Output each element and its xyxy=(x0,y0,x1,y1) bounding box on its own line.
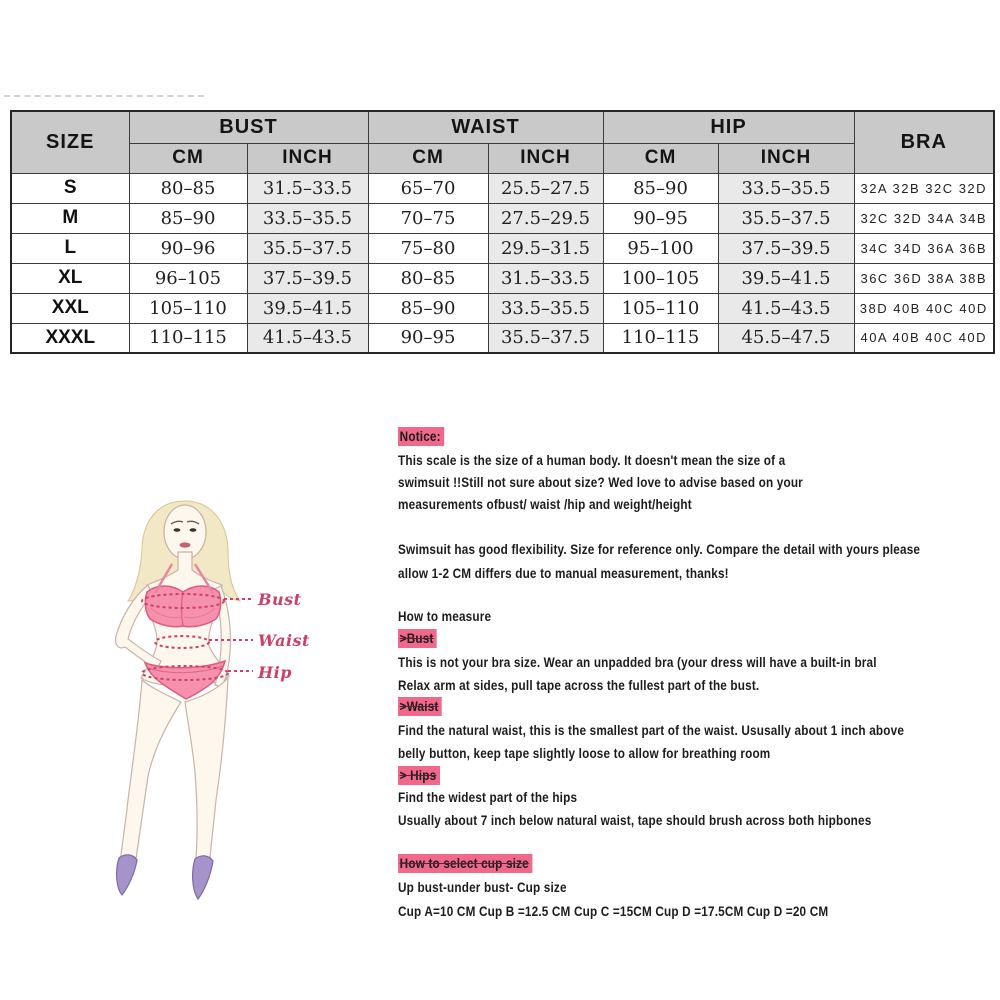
shoe-right xyxy=(193,856,213,899)
hips-section-heading: > Hips xyxy=(398,767,440,784)
cell-hip-cm: 105–110 xyxy=(603,293,718,323)
bust-section-line: Relax arm at sides, pull tape across the fullest part of the bust. xyxy=(398,677,760,693)
cell-size: L xyxy=(11,233,129,263)
head xyxy=(164,505,206,559)
header-size: SIZE xyxy=(11,111,129,173)
cup-size-heading: How to select cup size xyxy=(398,855,532,872)
leg-right xyxy=(185,678,228,858)
size-chart-table xyxy=(10,110,995,354)
leg-left xyxy=(121,680,181,859)
header-hip: HIP xyxy=(603,111,854,143)
cell-waist-inch: 25.5–27.5 xyxy=(488,173,603,203)
table-row-xxxl xyxy=(11,323,994,353)
cell-bra: 40A 40B 40C 40D xyxy=(854,323,994,353)
measurement-figure-illustration xyxy=(95,498,415,910)
hip-label: Hip xyxy=(258,663,292,682)
lips xyxy=(180,542,191,547)
dashed-divider xyxy=(4,95,204,97)
cell-bra: 34C 34D 36A 36B xyxy=(854,233,994,263)
flexibility-line: allow 1-2 CM differs due to manual measurement, thanks! xyxy=(398,565,729,581)
shoe-left xyxy=(117,855,137,895)
flexibility-line: Swimsuit has good flexibility. Size for reference only. Compare the detail with yours please xyxy=(398,541,921,557)
header-waist-inch: INCH xyxy=(488,143,603,173)
cell-hip-cm: 90–95 xyxy=(603,203,718,233)
notice-line: swimsuit !!Still not sure about size? Wed love to advise based on your xyxy=(398,474,803,490)
cell-waist-cm: 85–90 xyxy=(368,293,488,323)
waist-section-line: Find the natural waist, this is the smallest part of the waist. Ususally about 1 inch above xyxy=(398,722,905,738)
header-waist: WAIST xyxy=(368,111,603,143)
table-row-s xyxy=(11,173,994,203)
cell-bust-inch: 41.5–43.5 xyxy=(247,323,368,353)
cell-bust-cm: 96–105 xyxy=(129,263,247,293)
size-notes-column xyxy=(398,425,999,925)
cell-bra: 32A 32B 32C 32D xyxy=(854,173,994,203)
eye-left xyxy=(174,528,181,532)
hips-section-line: Usually about 7 inch below natural waist, tape should brush across both hipbones xyxy=(398,812,872,828)
cell-waist-cm: 70–75 xyxy=(368,203,488,233)
bust-section-line: This is not your bra size. Wear an unpadded bra (your dress will have a built-in bral xyxy=(398,654,877,670)
bust-section-heading: >Bust xyxy=(398,630,437,647)
how-to-measure-heading: How to measure xyxy=(398,608,492,624)
cell-waist-cm: 65–70 xyxy=(368,173,488,203)
cell-waist-cm: 90–95 xyxy=(368,323,488,353)
header-hip-inch: INCH xyxy=(718,143,854,173)
cup-size-line: Cup A=10 CM Cup B =12.5 CM Cup C =15CM Cup D =17.5CM Cup D =20 CM xyxy=(398,903,829,919)
cell-hip-inch: 39.5–41.5 xyxy=(718,263,854,293)
cell-size: S xyxy=(11,173,129,203)
cell-bust-cm: 110–115 xyxy=(129,323,247,353)
cell-hip-inch: 41.5–43.5 xyxy=(718,293,854,323)
cell-size: XXXL xyxy=(11,323,129,353)
cell-bust-cm: 90–96 xyxy=(129,233,247,263)
header-waist-cm: CM xyxy=(368,143,488,173)
cell-hip-cm: 110–115 xyxy=(603,323,718,353)
bust-label: Bust xyxy=(258,590,302,609)
cell-bust-cm: 85–90 xyxy=(129,203,247,233)
cell-waist-inch: 35.5–37.5 xyxy=(488,323,603,353)
table-row-l xyxy=(11,233,994,263)
cell-waist-inch: 27.5–29.5 xyxy=(488,203,603,233)
hips-section-line: Find the widest part of the hips xyxy=(398,789,578,805)
cell-bra: 32C 32D 34A 34B xyxy=(854,203,994,233)
cell-size: M xyxy=(11,203,129,233)
waist-section-heading: >Waist xyxy=(398,698,442,715)
cell-waist-inch: 31.5–33.5 xyxy=(488,263,603,293)
cell-waist-cm: 75–80 xyxy=(368,233,488,263)
waist-label: Waist xyxy=(258,631,310,650)
cell-bust-inch: 35.5–37.5 xyxy=(247,233,368,263)
cell-hip-inch: 37.5–39.5 xyxy=(718,233,854,263)
table-row-xxl xyxy=(11,293,994,323)
waist-section-line: belly button, keep tape slightly loose to allow for breathing room xyxy=(398,745,771,761)
cell-hip-inch: 45.5–47.5 xyxy=(718,323,854,353)
notice-line: This scale is the size of a human body. It doesn't mean the size of a xyxy=(398,452,786,468)
header-bust: BUST xyxy=(129,111,368,143)
cell-bust-inch: 39.5–41.5 xyxy=(247,293,368,323)
cell-hip-cm: 100–105 xyxy=(603,263,718,293)
cell-size: XL xyxy=(11,263,129,293)
header-hip-cm: CM xyxy=(603,143,718,173)
header-bust-inch: INCH xyxy=(247,143,368,173)
cell-waist-cm: 80–85 xyxy=(368,263,488,293)
cell-waist-inch: 33.5–35.5 xyxy=(488,293,603,323)
cell-size: XXL xyxy=(11,293,129,323)
cell-hip-cm: 95–100 xyxy=(603,233,718,263)
eye-right xyxy=(190,528,197,532)
cell-waist-inch: 29.5–31.5 xyxy=(488,233,603,263)
cell-bust-inch: 31.5–33.5 xyxy=(247,173,368,203)
cell-hip-inch: 33.5–35.5 xyxy=(718,173,854,203)
cell-bra: 38D 40B 40C 40D xyxy=(854,293,994,323)
cell-hip-cm: 85–90 xyxy=(603,173,718,203)
header-bra: BRA xyxy=(854,111,994,173)
table-row-m xyxy=(11,203,994,233)
cell-hip-inch: 35.5–37.5 xyxy=(718,203,854,233)
notice-line: measurements ofbust/ waist /hip and weight/height xyxy=(398,496,692,512)
cell-bust-inch: 33.5–35.5 xyxy=(247,203,368,233)
cup-size-line: Up bust-under bust- Cup size xyxy=(398,879,567,895)
cell-bust-inch: 37.5–39.5 xyxy=(247,263,368,293)
table-row-xl xyxy=(11,263,994,293)
header-bust-cm: CM xyxy=(129,143,247,173)
cell-bust-cm: 105–110 xyxy=(129,293,247,323)
cell-bust-cm: 80–85 xyxy=(129,173,247,203)
notice-heading: Notice: xyxy=(398,428,444,445)
cell-bra: 36C 36D 38A 38B xyxy=(854,263,994,293)
